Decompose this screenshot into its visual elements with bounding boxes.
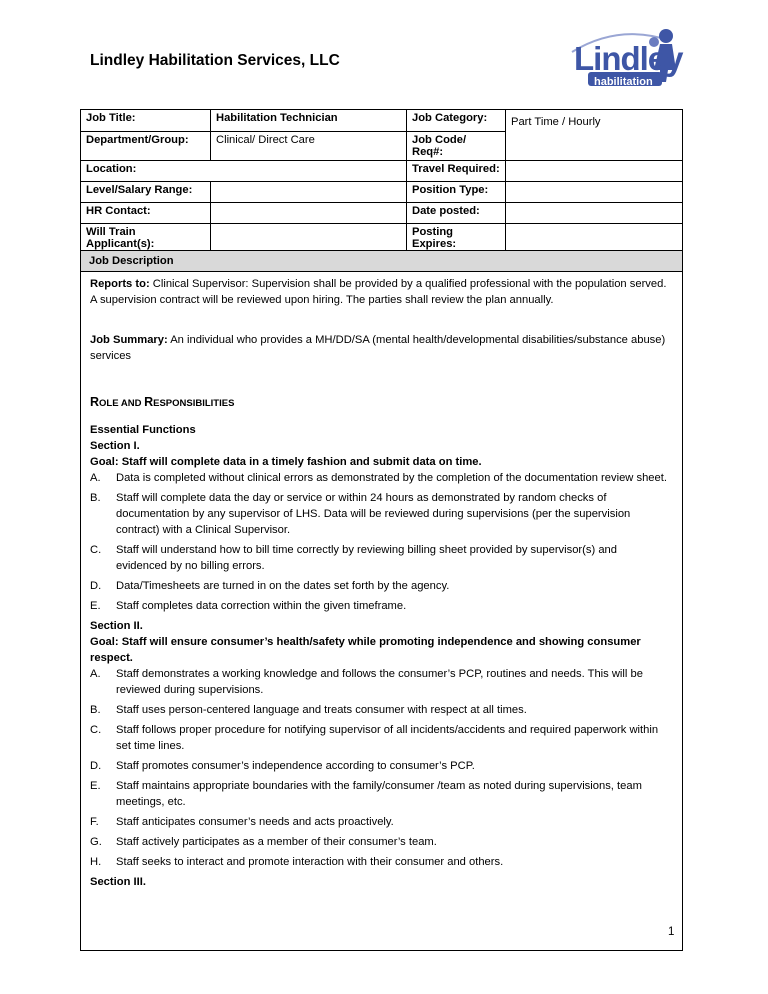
- item-text: Staff anticipates consumer’s needs and acts proactively.: [116, 816, 394, 828]
- list-item: [90, 702, 670, 718]
- section-goal: Goal: Staff will ensure consumer’s health/safety while promoting independence and showing consumer respect.: [90, 636, 641, 664]
- job-category-label: Job Category:: [407, 110, 506, 132]
- item-text: Staff promotes consumer’s independence according to consumer’s PCP.: [116, 760, 475, 772]
- job-summary-label: Job Summary:: [90, 334, 168, 346]
- list-item: [90, 722, 670, 754]
- item-letter: F.: [90, 816, 99, 828]
- item-text: Staff uses person-centered language and treats consumer with respect at all times.: [116, 704, 527, 716]
- job-info-table: [80, 109, 683, 258]
- item-letter: A.: [90, 472, 101, 484]
- item-letter: C.: [90, 724, 102, 736]
- item-letter: D.: [90, 760, 102, 772]
- item-text: Data/Timesheets are turned in on the dates set forth by the agency.: [116, 580, 450, 592]
- job-category-value: Part Time / Hourly: [506, 110, 683, 161]
- position-type-value: [506, 182, 683, 203]
- posting-expires-label: Posting Expires:: [407, 224, 506, 258]
- item-letter: H.: [90, 856, 102, 868]
- item-text: Staff completes data correction within the given timeframe.: [116, 600, 407, 612]
- list-item: [90, 666, 670, 698]
- logo-wordmark: Lindley: [574, 40, 683, 77]
- will-train-label: Will Train Applicant(s):: [81, 224, 211, 258]
- travel-label: Travel Required:: [407, 161, 506, 182]
- essential-functions: Essential Functions: [90, 424, 196, 436]
- company-name: Lindley Habilitation Services, LLC: [90, 52, 340, 69]
- item-letter: E.: [90, 600, 101, 612]
- item-text: Staff demonstrates a working knowledge and follows the consumer’s PCP, routines and needs. This will be reviewed during supervisions.: [116, 668, 643, 696]
- hr-contact-label: HR Contact:: [81, 203, 211, 224]
- date-posted-label: Date posted:: [407, 203, 506, 224]
- travel-value: [506, 161, 683, 182]
- list-item: [90, 854, 670, 870]
- item-letter: C.: [90, 544, 102, 556]
- list-item: [90, 578, 670, 594]
- job-summary-text: An individual who provides a MH/DD/SA (mental health/developmental disabilities/substance abuse) services: [90, 334, 666, 362]
- department-label: Department/Group:: [81, 132, 211, 161]
- item-letter: G.: [90, 836, 102, 848]
- lindley-logo: [568, 22, 686, 94]
- item-letter: D.: [90, 580, 102, 592]
- job-code-label: Job Code/ Req#:: [407, 132, 506, 161]
- department-value: Clinical/ Direct Care: [211, 132, 407, 161]
- item-text: Staff seeks to interact and promote interaction with their consumer and others.: [116, 856, 504, 868]
- job-title-label: Job Title:: [81, 110, 211, 132]
- page-number: 1: [668, 926, 675, 938]
- logo-subtext: habilitation: [594, 76, 653, 88]
- role-heading: ROLE AND RESPONSIBILITIES: [90, 395, 235, 409]
- hr-contact-value: [211, 203, 407, 224]
- list-item: [90, 758, 670, 774]
- job-title-value: Habilitation Technician: [211, 110, 407, 132]
- list-item: [90, 778, 670, 810]
- reports-to: [90, 276, 670, 308]
- item-text: Data is completed without clinical errors as demonstrated by the completion of the documentation review sheet.: [116, 472, 667, 484]
- job-description-content: [90, 276, 670, 890]
- list-item: [90, 470, 670, 486]
- section-title: Section II.: [90, 620, 143, 632]
- item-text: Staff actively participates as a member of their consumer’s team.: [116, 836, 437, 848]
- position-type-label: Position Type:: [407, 182, 506, 203]
- item-text: Staff maintains appropriate boundaries with the family/consumer /team as noted during supervisions, team meetings, etc.: [116, 780, 642, 808]
- section-title: Section I.: [90, 440, 140, 452]
- list-item: [90, 834, 670, 850]
- section-goal: Goal: Staff will complete data in a timely fashion and submit data on time.: [90, 456, 482, 468]
- item-text: Staff will understand how to bill time correctly by reviewing billing sheet provided by supervisor(s) and evidenced by no billing errors.: [116, 544, 617, 572]
- level-salary-value: [211, 182, 407, 203]
- reports-to-label: Reports to:: [90, 278, 150, 290]
- item-text: Staff follows proper procedure for notifying supervisor of all incidents/accidents and required paperwork within set time lines.: [116, 724, 659, 752]
- list-item: [90, 490, 670, 538]
- item-letter: A.: [90, 668, 101, 680]
- list-item: [90, 598, 670, 614]
- item-text: Staff will complete data the day or service or within 24 hours as demonstrated by random checks of documentation by any supervisor of LHS. Data will be reviewed during supervisions (per the supervision contract) with a Clinical Supervisor.: [116, 492, 631, 536]
- level-salary-label: Level/Salary Range:: [81, 182, 211, 203]
- job-summary: [90, 332, 670, 364]
- item-letter: B.: [90, 704, 101, 716]
- location-label: Location:: [81, 161, 407, 182]
- reports-to-text: Clinical Supervisor: Supervision shall be provided by a qualified professional with the population served. A supervision contract will be reviewed upon hiring. The parties shall review the plan annually.: [90, 278, 667, 306]
- item-letter: E.: [90, 780, 101, 792]
- job-description-heading: Job Description: [80, 250, 683, 272]
- list-item: [90, 814, 670, 830]
- list-item: [90, 542, 670, 574]
- item-letter: B.: [90, 492, 101, 504]
- section-three-title: Section III.: [90, 876, 146, 888]
- date-posted-value: [506, 203, 683, 224]
